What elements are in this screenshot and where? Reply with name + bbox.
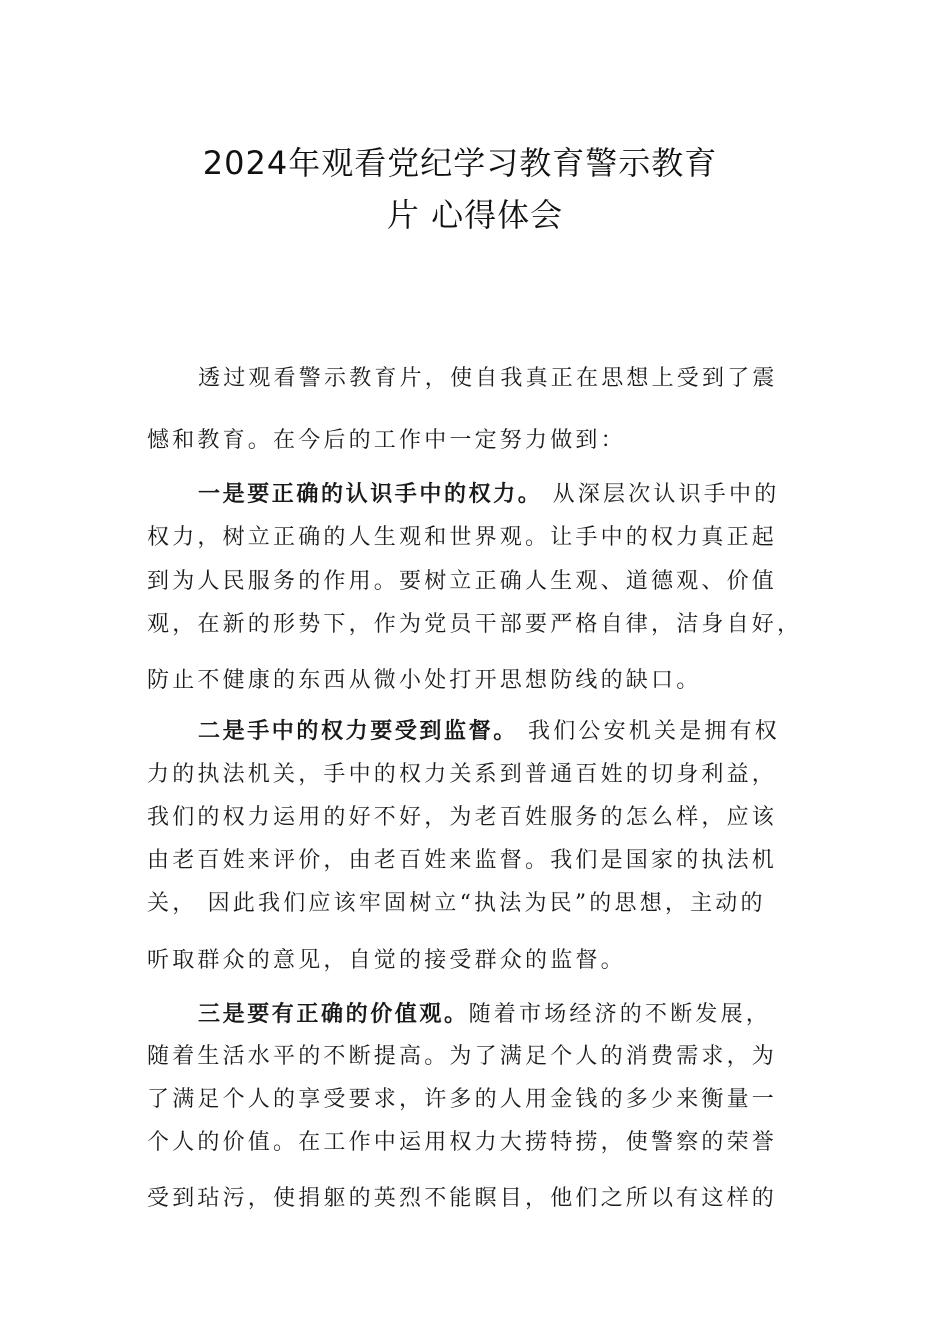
- paragraph-1-heading: 一是要正确的认识手中的权力。: [198, 482, 543, 507]
- document-title-line-2: 片 心得体会: [386, 196, 564, 234]
- paragraph-2-heading: 二是手中的权力要受到监督。: [198, 719, 518, 744]
- paragraph-2-line-4: 由老百姓来评价，由老百姓来监督。我们是国家的执法机: [147, 848, 778, 873]
- paragraph-2-line-5: 关， 因此我们应该牢固树立“执法为民”的思想，主动的: [147, 891, 766, 916]
- paragraph-3-heading: 三是要有正确的价值观。: [198, 1002, 469, 1027]
- paragraph-3-line-5: 受到玷污，使捐躯的英烈不能瞑目，他们之所以有这样的: [147, 1186, 778, 1211]
- paragraph-2-line-6: 听取群众的意见，自觉的接受群众的监督。: [147, 948, 626, 973]
- document-title-line-1: 2024年观看党纪学习教育警示教育: [202, 144, 718, 182]
- intro-line-1: 透过观看警示教育片，使自我真正在思想上受到了震: [198, 366, 778, 391]
- paragraph-3-line-1: [198, 1000, 808, 1030]
- paragraph-3-line-1-text: 随着市场经济的不断发展，: [468, 1002, 772, 1027]
- paragraph-2-line-2: 力的执法机关，手中的权力关系到普通百姓的切身利益，: [147, 762, 778, 787]
- paragraph-3-line-4: 个人的价值。在工作中运用权力大捞特捞，使警察的荣誉: [147, 1130, 778, 1155]
- paragraph-3-line-2: 随着生活水平的不断提高。为了满足个人的消费需求，为: [147, 1044, 778, 1069]
- paragraph-1-line-2: 权力，树立正确的人生观和世界观。让手中的权力真正起: [147, 525, 778, 550]
- paragraph-2-line-1: [198, 717, 808, 747]
- paragraph-3-line-3: 了满足个人的享受要求，许多的人用金钱的多少来衡量一: [147, 1087, 778, 1112]
- intro-line-2: 憾和教育。在今后的工作中一定努力做到：: [147, 428, 626, 453]
- paragraph-2-line-1-text: 我们公安机关是拥有权: [517, 719, 781, 744]
- paragraph-1-line-1-text: 从深层次认识手中的: [542, 482, 780, 507]
- paragraph-1-line-3: 到为人民服务的作用。要树立正确人生观、道德观、价值: [147, 569, 778, 594]
- paragraph-1-line-4: 观，在新的形势下，作为党员干部要严格自律，洁身自好，: [147, 612, 803, 637]
- paragraph-1-line-5: 防止不健康的东西从微小处打开思想防线的缺口。: [147, 668, 702, 693]
- paragraph-1-line-1: [198, 480, 808, 510]
- paragraph-2-line-3: 我们的权力运用的好不好，为老百姓服务的怎么样，应该: [147, 805, 778, 830]
